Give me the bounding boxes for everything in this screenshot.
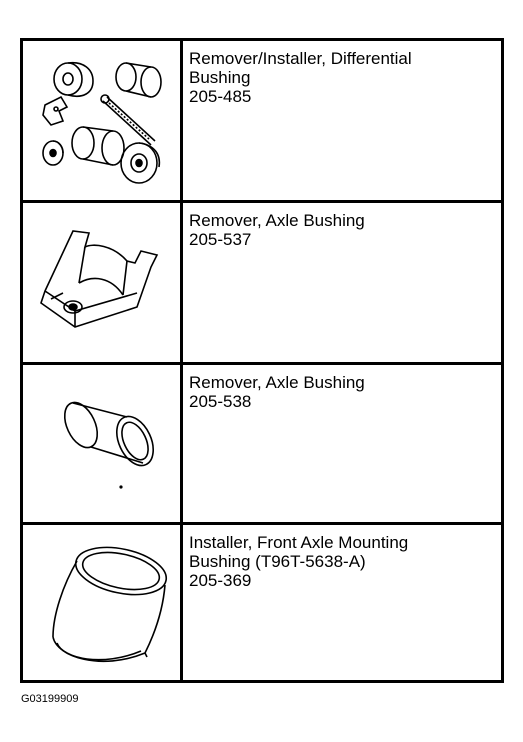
tool-name: Remover, Axle Bushing xyxy=(189,211,365,230)
mounting-bushing-installer-icon xyxy=(23,525,180,683)
special-tools-table xyxy=(20,38,504,683)
tool-name-continued: Bushing xyxy=(189,68,251,87)
tool-description xyxy=(189,49,489,106)
tool-number: 205-369 xyxy=(189,571,252,590)
table-row xyxy=(23,203,501,362)
figure-id: G03199909 xyxy=(21,693,79,705)
table-row xyxy=(23,525,501,683)
tool-description xyxy=(189,211,489,249)
axle-bushing-remover-icon xyxy=(23,203,180,362)
tool-number: 205-537 xyxy=(189,230,252,249)
table-row xyxy=(23,41,501,200)
tool-name: Remover, Axle Bushing xyxy=(189,373,365,392)
tool-description xyxy=(189,533,489,590)
tool-number: 205-485 xyxy=(189,87,252,106)
tool-name: Installer, Front Axle Mounting xyxy=(189,533,409,552)
differential-bushing-kit-icon xyxy=(23,41,180,200)
table-row xyxy=(23,365,501,522)
tool-description xyxy=(189,373,489,411)
tool-name: Remover/Installer, Differential xyxy=(189,49,412,68)
tool-name-continued: Bushing (T96T-5638-A) xyxy=(189,552,366,571)
tool-number: 205-538 xyxy=(189,392,252,411)
axle-bushing-sleeve-icon xyxy=(23,365,180,522)
